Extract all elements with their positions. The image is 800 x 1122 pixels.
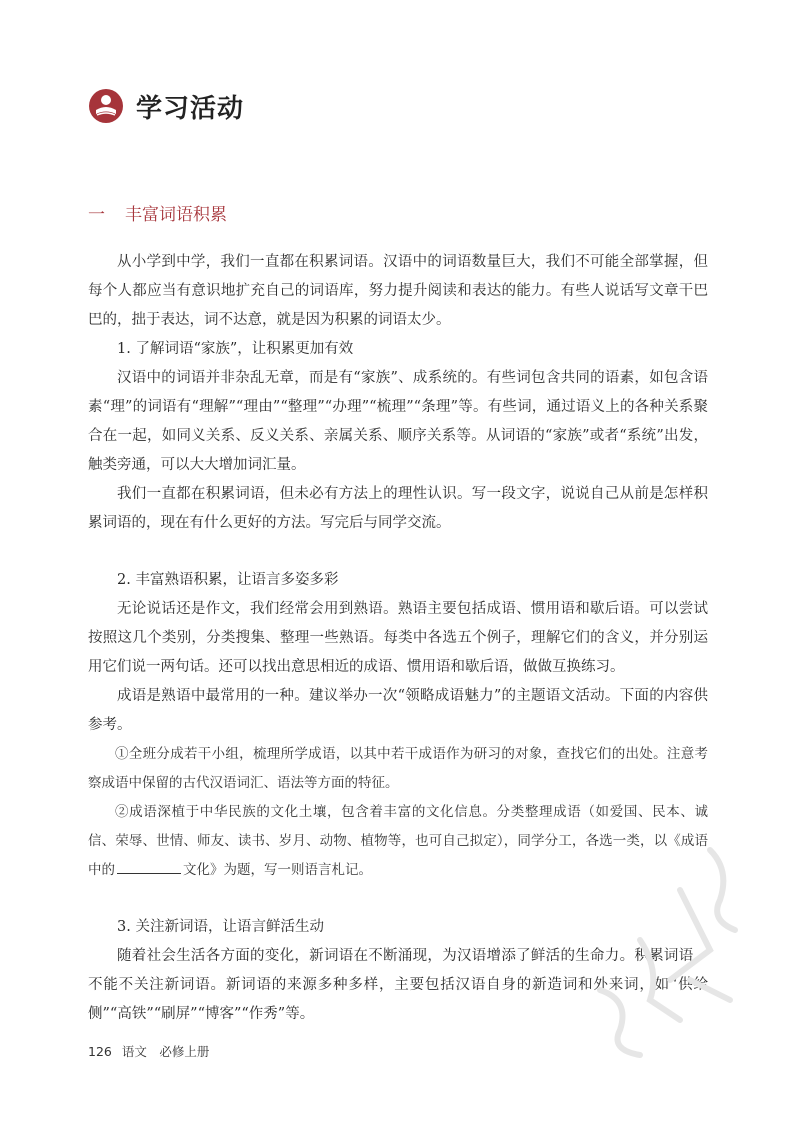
reading-person-icon bbox=[88, 88, 124, 124]
activity-header bbox=[88, 84, 244, 128]
part3-paragraph-1: 随着社会生活各方面的变化，新词语在不断涌现，为汉语增添了鲜活的生命力。积累词语，不能不关注新词语。新词语的来源多种多样，主要包括汉语自身的新造词和外来词，如“供给侧”“高铁”“刷屏”“博客”“作秀”等。 bbox=[88, 948, 708, 1022]
intro-paragraph: 从小学到中学，我们一直都在积累词语。汉语中的词语数量巨大，我们不可能全部掌握，但每个人都应当有意识地扩充自己的词语库，努力提升阅读和表达的能力。有些人说话写文章干巴巴的，拙于表达，词不达意，就是因为积累的词语太少。 bbox=[88, 254, 708, 328]
part2-item-2-tail: 文化》为题，写一则语言札记。 bbox=[183, 862, 372, 878]
spacer bbox=[88, 538, 708, 566]
fill-blank-line bbox=[117, 859, 181, 874]
section-title: 丰富词语积累 bbox=[125, 205, 227, 225]
part1-paragraph-2: 我们一直都在积累词语，但未必有方法上的理性认识。写一段文字，说说自己从前是怎样积累词语的，现在有什么更好的方法。写完后与同学交流。 bbox=[88, 486, 708, 531]
section-number: 一 bbox=[88, 205, 105, 225]
page-number: 126 bbox=[88, 1044, 112, 1059]
part3-heading: 3. 关注新词语，让语言鲜活生动 bbox=[117, 919, 324, 935]
part1-heading: 1. 了解词语“家族”，让积累更加有效 bbox=[117, 341, 354, 357]
page-title: 学习活动 bbox=[136, 93, 245, 124]
part2-item-2-text: ②成语深植于中华民族的文化土壤，包含着丰富的文化信息。分类整理成语（如爱国、民本、诚信、荣辱、世情、师友、读书、岁月、动物、植物等，也可自己拟定），同学分工，各选一类，以《成语中的 bbox=[88, 804, 708, 878]
part2-item-1: ①全班分成若干小组，梳理所学成语，以其中若干成语作为研习的对象，查找它们的出处。注意考察成语中保留的古代汉语词汇、语法等方面的特征。 bbox=[88, 746, 708, 791]
section-heading bbox=[88, 200, 227, 225]
part2-paragraph-2: 成语是熟语中最常用的一种。建议举办一次“领略成语魅力”的主题语文活动。下面的内容供参考。 bbox=[88, 688, 708, 733]
part2-paragraph-1: 无论说话还是作文，我们经常会用到熟语。熟语主要包括成语、惯用语和歇后语。可以尝试按照这几个类别，分类搜集、整理一些熟语。每类中各选五个例子，理解它们的含义，并分别运用它们说一两句话。还可以找出意思相近的成语、惯用语和歇后语，做做互换练习。 bbox=[88, 601, 708, 675]
page-footer bbox=[88, 1042, 209, 1060]
part2-item-2 bbox=[88, 798, 708, 885]
part2-heading: 2. 丰富熟语积累，让语言多姿多彩 bbox=[117, 572, 339, 588]
book-title: 语文 必修上册 bbox=[121, 1044, 210, 1059]
spacer bbox=[88, 885, 708, 913]
main-content bbox=[88, 248, 708, 1029]
part1-paragraph-1: 汉语中的词语并非杂乱无章，而是有“家族”、成系统的。有些词包含共同的语素，如包含语素“理”的词语有“理解”“理由”“整理”“办理”“梳理”“条理”等。有些词，通过语义上的各种关系聚合在一起，如同义关系、反义关系、亲属关系、顺序关系等。从词语的“家族”或者“系统”出发，触类旁通，可以大大增加词汇量。 bbox=[88, 370, 708, 473]
